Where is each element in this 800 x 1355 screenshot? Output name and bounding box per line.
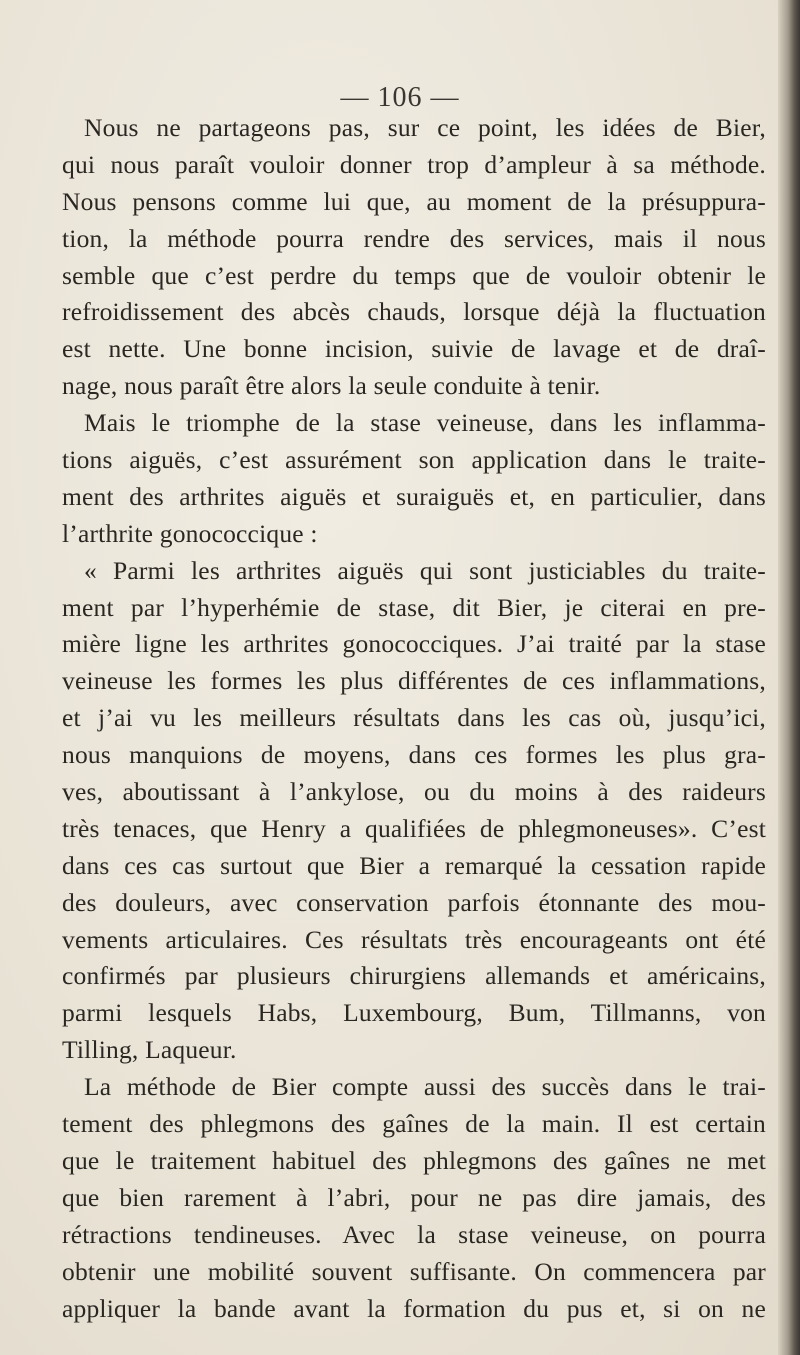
- text-line: nous manquions de moyens, dans ces formes les plus gra-: [62, 740, 766, 770]
- text-line: des douleurs, avec conservation parfois étonnante des mou-: [62, 887, 766, 917]
- body-text: [62, 110, 766, 1327]
- text-line: que le traitement habituel des phlegmons des gaînes ne met: [62, 1145, 766, 1175]
- text-line: l’arthrite gonococcique :: [62, 518, 318, 548]
- text-line: tion, la méthode pourra rendre des services, mais il nous: [62, 223, 766, 253]
- text-line: semble que c’est perdre du temps que de vouloir obtenir le: [62, 260, 766, 290]
- text-line: refroidissement des abcès chauds, lorsque déjà la fluctuation: [62, 297, 766, 327]
- text-line: Nous ne partageons pas, sur ce point, les idées de Bier,: [84, 113, 766, 142]
- text-line: ment par l’hyperhémie de stase, dit Bier, je citerai en pre-: [62, 592, 766, 622]
- text-line: très tenaces, que Henry a qualifiées de phlegmoneuses». C’est: [62, 813, 766, 843]
- text-line: « Parmi les arthrites aiguës qui sont justiciables du traite-: [84, 555, 766, 585]
- text-line: dans ces cas surtout que Bier a remarqué la cessation rapide: [62, 850, 766, 880]
- text-line: appliquer la bande avant la formation du pus et, si on ne: [62, 1293, 766, 1323]
- text-line: vements articulaires. Ces résultats très encourageants ont été: [62, 924, 766, 954]
- text-line: La méthode de Bier compte aussi des succès dans le trai-: [84, 1072, 766, 1102]
- text-line: parmi lesquels Habs, Luxembourg, Bum, Tillmanns, von: [62, 998, 766, 1028]
- text-line: obtenir une mobilité souvent suffisante. On commencera par: [62, 1256, 766, 1286]
- text-line: ves, aboutissant à l’ankylose, ou du moins à des raideurs: [62, 777, 766, 807]
- text-line: confirmés par plusieurs chirurgiens allemands et américains,: [62, 961, 766, 991]
- text-line: veineuse les formes les plus différentes de ces inflammations,: [62, 666, 766, 696]
- text-line: Tilling, Laqueur.: [62, 1035, 237, 1065]
- text-line: Nous pensons comme lui que, au moment de la présuppura-: [62, 186, 766, 216]
- page-number: — 106 —: [340, 82, 460, 113]
- text-line: et j’ai vu les meilleurs résultats dans les cas où, jusqu’ici,: [62, 703, 766, 733]
- text-line: rétractions tendineuses. Avec la stase veineuse, on pourra: [62, 1219, 766, 1249]
- text-line: que bien rarement à l’abri, pour ne pas dire jamais, des: [62, 1182, 766, 1212]
- text-line: Mais le triomphe de la stase veineuse, dans les inflamma-: [84, 408, 766, 438]
- text-line: tement des phlegmons des gaînes de la main. Il est certain: [62, 1109, 766, 1139]
- text-line: nage, nous paraît être alors la seule conduite à tenir.: [62, 371, 601, 401]
- text-line: ment des arthrites aiguës et suraiguës et, en particulier, dans: [62, 481, 766, 511]
- text-line: qui nous paraît vouloir donner trop d’ampleur à sa méthode.: [62, 149, 766, 179]
- text-line: tions aiguës, c’est assurément son application dans le traite-: [62, 445, 766, 475]
- text-line: est nette. Une bonne incision, suivie de lavage et de draî-: [62, 334, 766, 364]
- text-line: mière ligne les arthrites gonococciques. J’ai traité par la stase: [62, 629, 766, 659]
- page-edge-shadow: [778, 0, 800, 1355]
